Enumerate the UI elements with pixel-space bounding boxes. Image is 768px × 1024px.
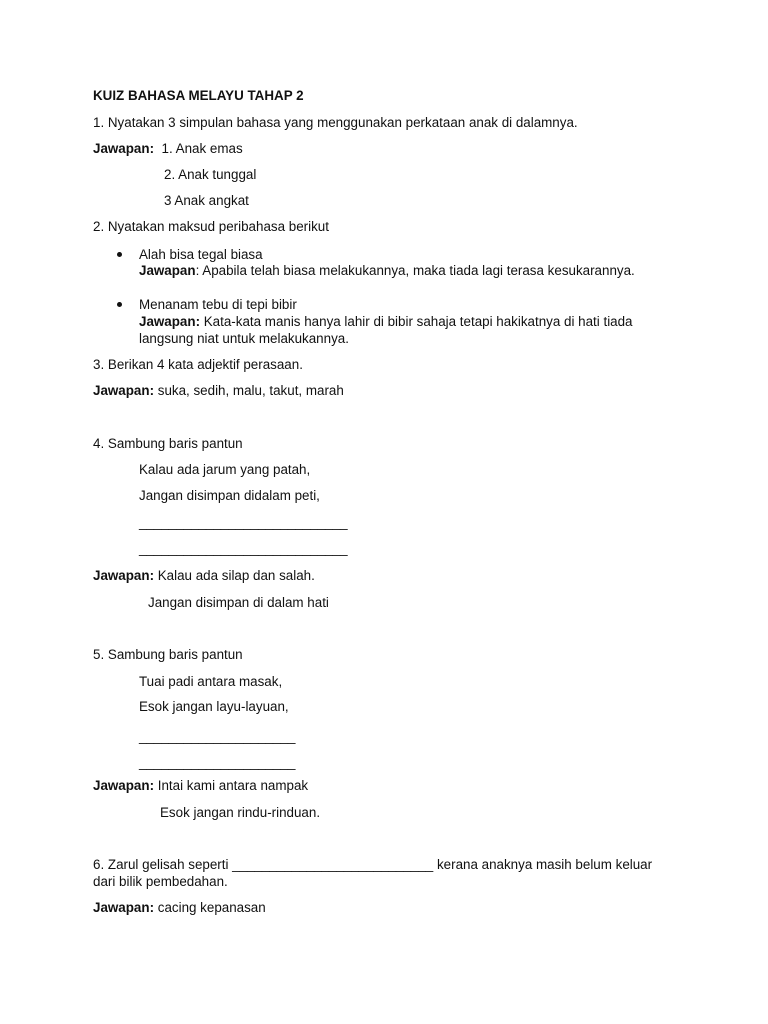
question-2: 2. Nyatakan maksud peribahasa berikut xyxy=(93,219,329,234)
q5-pantun-line-1: Tuai padi antara masak, xyxy=(139,674,283,689)
q2-answer-2: Jawapan: Kata-kata manis hanya lahir di bibir sahaja tetapi hakikatnya di hati tiada xyxy=(139,314,633,329)
q5-pantun-line-2: Esok jangan layu-layuan, xyxy=(139,699,289,714)
q1-answer-1: 1. Anak emas xyxy=(161,141,243,156)
q2-answer-2-cont: langsung niat untuk melakukannya. xyxy=(139,331,349,346)
question-3: 3. Berikan 4 kata adjektif perasaan. xyxy=(93,357,303,372)
answer-label: Jawapan: xyxy=(93,568,155,583)
q5-answer-cont: Esok jangan rindu-rinduan. xyxy=(160,805,321,820)
q1-answer-row xyxy=(93,140,243,157)
q6-answer: Jawapan: cacing kepanasan xyxy=(93,900,266,915)
question-4: 4. Sambung baris pantun xyxy=(93,436,243,451)
q4-blank-line-1: ____________________________ xyxy=(139,515,348,530)
q4-answer: Jawapan: Kalau ada silap dan salah. xyxy=(93,568,315,583)
bullet-icon xyxy=(117,252,122,257)
q4-answer-cont: Jangan disimpan di dalam hati xyxy=(148,595,329,610)
q3-answer: Jawapan: suka, sedih, malu, takut, marah xyxy=(93,383,344,398)
answer-label: Jawapan: xyxy=(93,778,155,793)
answer-label: Jawapan: xyxy=(93,383,155,398)
q2-proverb-1: Alah bisa tegal biasa xyxy=(139,247,263,262)
question-6-cont: dari bilik pembedahan. xyxy=(93,874,228,889)
answer-label: Jawapan xyxy=(139,263,196,278)
answer-label: Jawapan: xyxy=(139,314,201,329)
q5-blank-line-1: _____________________ xyxy=(139,729,296,744)
question-1: 1. Nyatakan 3 simpulan bahasa yang menggunakan perkataan anak di dalamnya. xyxy=(93,115,578,130)
answer-label: Jawapan: xyxy=(93,900,155,915)
q4-pantun-line-2: Jangan disimpan didalam peti, xyxy=(139,488,320,503)
q4-pantun-line-1: Kalau ada jarum yang patah, xyxy=(139,462,311,477)
q1-answer-3: 3 Anak angkat xyxy=(164,193,249,208)
question-5: 5. Sambung baris pantun xyxy=(93,647,243,662)
document-title: KUIZ BAHASA MELAYU TAHAP 2 xyxy=(93,88,304,103)
question-6: 6. Zarul gelisah seperti ___________________________ kerana anaknya masih belum keluar xyxy=(93,857,653,872)
q5-answer: Jawapan: Intai kami antara nampak xyxy=(93,778,309,793)
answer-label: Jawapan: xyxy=(93,141,155,156)
q4-blank-line-2: ____________________________ xyxy=(139,541,348,556)
q2-answer-1: Jawapan: Apabila telah biasa melakukannya, maka tiada lagi terasa kesukarannya. xyxy=(139,263,635,278)
q2-proverb-2: Menanam tebu di tepi bibir xyxy=(139,297,297,312)
q1-answer-2: 2. Anak tunggal xyxy=(164,167,257,182)
q5-blank-line-2: _____________________ xyxy=(139,755,296,770)
bullet-icon xyxy=(117,302,122,307)
